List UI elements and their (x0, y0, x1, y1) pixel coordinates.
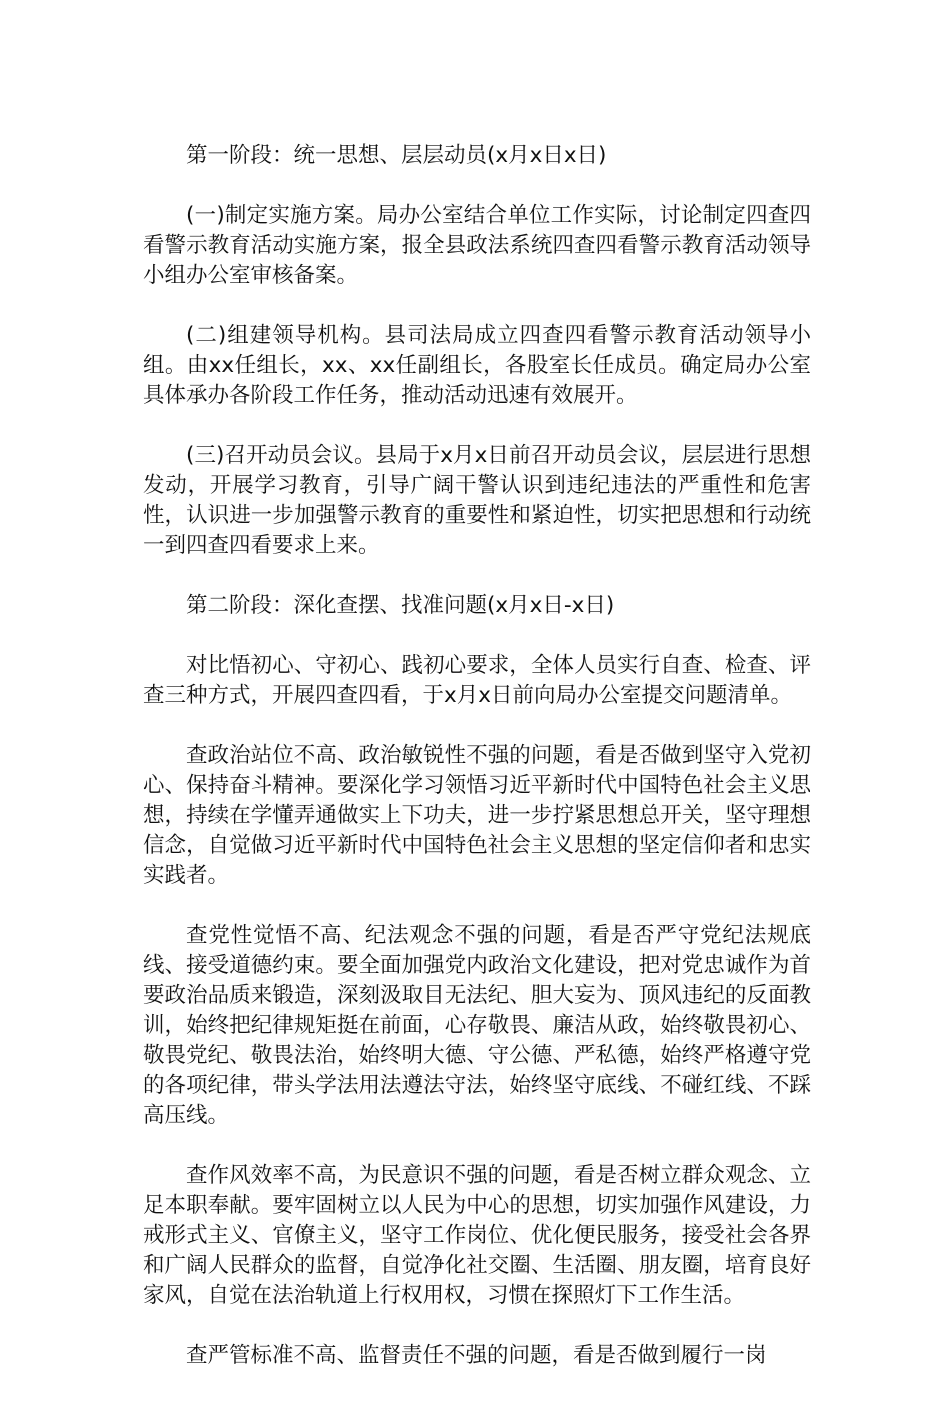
stage-one-heading: 第一阶段：统一思想、层层动员(x月x日x日) (186, 143, 607, 168)
paragraph-leadership-group: (二)组建领导机构。县司法局成立四查四看警示教育活动领导小组。由xx任组长，xx、xx任副组长，各股室长任成员。确定局办公室具体承办各阶段工作任务，推动活动迅速有效展开。 (143, 323, 811, 408)
paragraph-political-stance: 查政治站位不高、政治敏锐性不强的问题，看是否做到坚守入党初心、保持奋斗精神。要深化学习领悟习近平新时代中国特色社会主义思想，持续在学懂弄通做实上下功夫，进一步拧紧思想总开关，坚守理想信念，自觉做习近平新时代中国特色社会主义思想的坚定信仰者和忠实实践者。 (143, 743, 811, 888)
paragraph-mobilization-meeting: (三)召开动员会议。县局于x月x日前召开动员会议，层层进行思想发动，开展学习教育，引导广阔干警认识到违纪违法的严重性和危害性，认识进一步加强警示教育的重要性和紧迫性，切实把思想和行动统一到四查四看要求上来。 (143, 443, 811, 558)
paragraph-party-discipline: 查党性觉悟不高、纪法观念不强的问题，看是否严守党纪法规底线、接受道德约束。要全面加强党内政治文化建设，把对党忠诚作为首要政治品质来锻造，深刻汲取目无法纪、胆大妄为、顶风违纪的反面教训，始终把纪律规矩挺在前面，心存敬畏、廉洁从政，始终敬畏初心、敬畏党纪、敬畏法治，始终明大德、守公德、严私德，始终严格遵守党的各项纪律，带头学法用法遵法守法，始终坚守底线、不碰红线、不踩高压线。 (143, 923, 811, 1128)
document-body (143, 141, 811, 1401)
paragraph-supervision: 查严管标准不高、监督责任不强的问题，看是否做到履行一岗 (186, 1343, 767, 1368)
paragraph-self-check: 对比悟初心、守初心、践初心要求，全体人员实行自查、检查、评查三种方式，开展四查四看，于x月x日前向局办公室提交问题清单。 (143, 653, 811, 708)
stage-two-heading: 第二阶段：深化查摆、找准问题(x月x日-x日) (186, 593, 615, 618)
paragraph-work-style: 查作风效率不高，为民意识不强的问题，看是否树立群众观念、立足本职奉献。要牢固树立以人民为中心的思想，切实加强作风建设，力戒形式主义、官僚主义，坚守工作岗位、优化便民服务，接受社会各界和广阔人民群众的监督，自觉净化社交圈、生活圈、朋友圈，培育良好家风，自觉在法治轨道上行权用权，习惯在探照灯下工作生活。 (143, 1163, 811, 1308)
paragraph-implementation-plan: (一)制定实施方案。局办公室结合单位工作实际，讨论制定四查四看警示教育活动实施方案，报全县政法系统四查四看警示教育活动领导小组办公室审核备案。 (143, 203, 811, 288)
